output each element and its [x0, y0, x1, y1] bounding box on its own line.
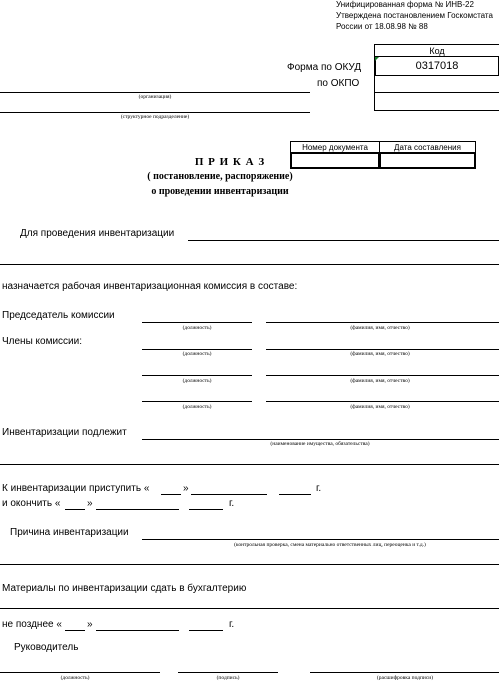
okud-value-field[interactable]: 0317018: [374, 56, 499, 76]
doc-number-field[interactable]: [290, 152, 380, 169]
head-signature-line[interactable]: [178, 672, 278, 673]
doc-date-field[interactable]: [379, 152, 476, 169]
member-3-name-line[interactable]: [266, 401, 499, 402]
end-quote-close: »: [87, 498, 93, 509]
head-position-caption: (должность): [60, 675, 90, 681]
approval-line: Утверждена постановлением Госкомстата: [336, 11, 493, 20]
member-2-name-line[interactable]: [266, 375, 499, 376]
head-decode-line[interactable]: [310, 672, 499, 673]
deadline-year-suffix: г.: [229, 619, 235, 630]
start-year-field[interactable]: [279, 494, 311, 495]
extra-code-field[interactable]: [374, 92, 499, 111]
deadline-month-field[interactable]: [96, 630, 179, 631]
chairman-position-line[interactable]: [142, 322, 252, 323]
deadline-year-field[interactable]: [189, 630, 223, 631]
okpo-value-field[interactable]: [374, 75, 499, 93]
code-header: Код: [374, 44, 499, 57]
end-day-field[interactable]: [65, 509, 85, 510]
end-month-field[interactable]: [96, 509, 179, 510]
okpo-label: по ОКПО: [317, 78, 360, 89]
chairman-name-line[interactable]: [266, 322, 499, 323]
start-month-field[interactable]: [191, 494, 267, 495]
head-decode-caption: (расшифровка подписи): [376, 675, 434, 681]
organization-line[interactable]: [0, 92, 310, 93]
end-year-suffix: г.: [229, 498, 235, 509]
member-2-position-caption: (должность): [182, 378, 212, 384]
member-2-position-line[interactable]: [142, 375, 252, 376]
materials-label: Материалы по инвентаризации сдать в бухгалтерию: [2, 583, 247, 594]
subject-line-2[interactable]: [0, 464, 499, 465]
start-date-label: К инвентаризации приступить «: [2, 483, 150, 494]
member-1-position-line[interactable]: [142, 349, 252, 350]
head-signature-caption: (подпись): [216, 675, 240, 681]
approval-date: России от 18.08.98 № 88: [336, 22, 428, 31]
cell-marker-icon: [375, 57, 379, 61]
document-title: П Р И К А З: [194, 156, 266, 168]
inventory-purpose-label: Для проведения инвентаризации: [20, 228, 175, 239]
head-label: Руководитель: [14, 642, 79, 653]
chairman-label: Председатель комиссии: [2, 310, 115, 321]
okud-label: Форма по ОКУД: [287, 62, 362, 73]
member-3-position-line[interactable]: [142, 401, 252, 402]
commission-label: назначается рабочая инвентаризационная комиссия в составе:: [2, 281, 298, 292]
document-purpose: о проведении инвентаризации: [151, 186, 289, 197]
inventory-purpose-line-2[interactable]: [0, 264, 499, 265]
member-1-name-caption: (фамилия, имя, отчество): [350, 351, 410, 357]
member-3-position-caption: (должность): [182, 404, 212, 410]
subject-caption: (наименование имущества, обязательства): [270, 441, 370, 447]
subject-label: Инвентаризации подлежит: [2, 427, 127, 438]
department-line[interactable]: [0, 112, 310, 113]
members-label: Члены комиссии:: [2, 336, 83, 347]
end-date-label: и окончить «: [2, 498, 61, 509]
document-subtitle: ( постановление, распоряжение): [147, 171, 293, 182]
form-name: Унифицированная форма № ИНВ-22: [336, 0, 474, 9]
member-1-name-line[interactable]: [266, 349, 499, 350]
reason-caption: (контрольная проверка, смена материально ответственных лиц, переоценка и т.д.): [234, 542, 426, 548]
department-caption: (структурное подразделение): [120, 114, 190, 120]
reason-label: Причина инвентаризации: [10, 527, 129, 538]
materials-line[interactable]: [0, 608, 499, 609]
doc-number-header: Номер документа: [290, 141, 380, 153]
chairman-position-caption: (должность): [182, 325, 212, 331]
deadline-label: не позднее «: [2, 619, 62, 630]
reason-line[interactable]: [142, 539, 499, 540]
chairman-name-caption: (фамилия, имя, отчество): [350, 325, 410, 331]
end-year-field[interactable]: [189, 509, 223, 510]
organization-caption: (организация): [138, 94, 172, 100]
start-day-field[interactable]: [161, 494, 181, 495]
member-3-name-caption: (фамилия, имя, отчество): [350, 404, 410, 410]
member-1-position-caption: (должность): [182, 351, 212, 357]
deadline-day-field[interactable]: [65, 630, 85, 631]
start-quote-close: »: [183, 483, 189, 494]
start-year-suffix: г.: [316, 483, 322, 494]
head-position-line[interactable]: [0, 672, 160, 673]
doc-date-header: Дата составления: [379, 141, 476, 153]
deadline-quote-close: »: [87, 619, 93, 630]
member-2-name-caption: (фамилия, имя, отчество): [350, 378, 410, 384]
inventory-purpose-line[interactable]: [188, 240, 499, 241]
reason-line-2[interactable]: [0, 564, 499, 565]
subject-line[interactable]: [142, 439, 499, 440]
